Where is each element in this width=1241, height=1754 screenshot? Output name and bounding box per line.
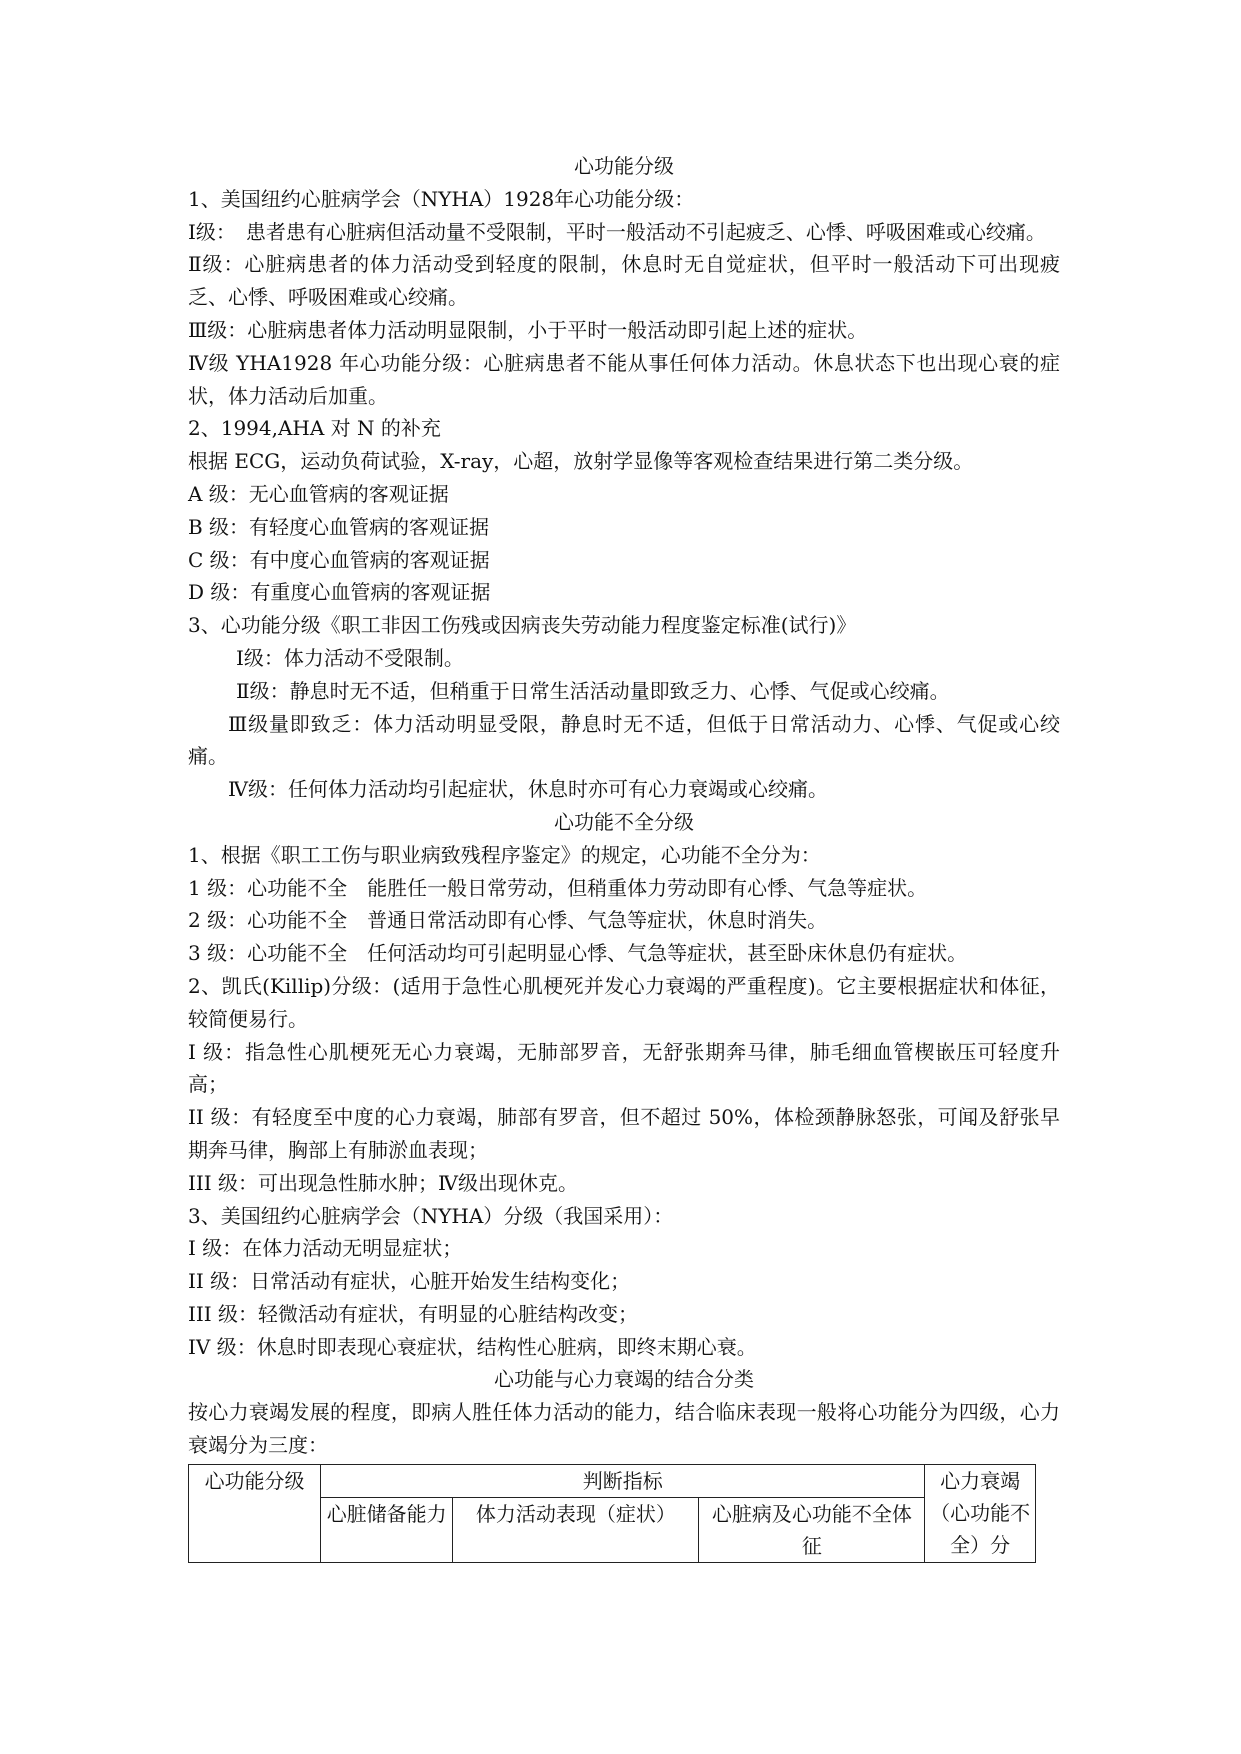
aha-intro: 根据 ECG，运动负荷试验，X-ray，心超，放射学显像等客观检查结果进行第二类分级。 (188, 449, 974, 474)
nyha-china-grade-3: III 级：轻微活动有症状，有明显的心脏结构改变； (188, 1301, 639, 1326)
insufficiency-level-2: 2 级：心功能不全 普通日常活动即有心悸、气急等症状，休息时消失。 (188, 908, 828, 933)
nyha-china-grade-4: IV 级：休息时即表现心衰症状，结构性心脏病，即终末期心衰。 (188, 1334, 757, 1359)
aha-grade-c: C 级：有中度心血管病的客观证据 (188, 547, 490, 572)
nyha-grade-4: Ⅳ级 YHA1928 年心功能分级：心脏病患者不能从事任何体力活动。休息状态下也出现心衰的症状，体力活动后加重。 (188, 350, 1060, 408)
nyha-grade-1: Ⅰ级： 患者患有心脏病但活动量不受限制，平时一般活动不引起疲乏、心悸、呼吸困难或心绞痛。 (188, 219, 1046, 244)
table-header-row (189, 1464, 1036, 1497)
heading-aha-1994: 2、1994,AHA 对 N 的补充 (188, 416, 441, 441)
section-title-heart-function: 心功能分级 (574, 154, 674, 178)
header-signs: 心脏病及心功能不全体征 (699, 1497, 925, 1562)
aha-grade-a: A 级：无心血管病的客观证据 (188, 481, 449, 506)
header-indicators: 判断指标 (321, 1464, 925, 1497)
nyha-china-grade-1: I 级：在体力活动无明显症状； (188, 1236, 463, 1261)
nyha-grade-2: Ⅱ级：心脏病患者的体力活动受到轻度的限制，休息时无自觉症状，但平时一般活动下可出现疲乏、心悸、呼吸困难或心绞痛。 (188, 252, 1060, 310)
header-failure: 心力衰竭（心功能不全）分 (925, 1464, 1036, 1562)
insufficiency-level-1: 1 级：心功能不全 能胜任一般日常劳动，但稍重体力劳动即有心悸、气急等症状。 (188, 875, 928, 900)
heading-standard: 3、心功能分级《职工非因工伤残或因病丧失劳动能力程度鉴定标准(试行)》 (188, 613, 857, 638)
heading-nyha-china: 3、美国纽约心脏病学会（NYHA）分级（我国采用）： (188, 1203, 674, 1228)
section-title-insufficiency: 心功能不全分级 (554, 809, 694, 834)
header-grade: 心功能分级 (189, 1464, 321, 1562)
killip-grade-3-4: III 级：可出现急性肺水肿；Ⅳ级出现休克。 (188, 1170, 579, 1195)
aha-grade-d: D 级：有重度心血管病的客观证据 (188, 580, 491, 605)
nyha-grade-3: Ⅲ级：心脏病患者体力活动明显限制，小于平时一般活动即引起上述的症状。 (188, 317, 868, 342)
section-title-combined: 心功能与心力衰竭的结合分类 (494, 1367, 754, 1392)
killip-grade-1: I 级：指急性心肌梗死无心力衰竭，无肺部罗音，无舒张期奔马律，肺毛细血管楔嵌压可轻度升高； (188, 1039, 1060, 1097)
insufficiency-level-3: 3 级：心功能不全 任何活动均可引起明显心悸、气急等症状，甚至卧床休息仍有症状。 (188, 941, 968, 966)
standard-grade-2: Ⅱ级：静息时无不适，但稍重于日常生活活动量即致乏力、心悸、气促或心绞痛。 (236, 678, 950, 703)
combined-intro: 按心力衰竭发展的程度，即病人胜任体力活动的能力，结合临床表现一般将心功能分为四级，心力衰竭分为三度： (188, 1400, 1060, 1458)
standard-grade-4: Ⅳ级：任何体力活动均引起症状，休息时亦可有心力衰竭或心绞痛。 (228, 777, 828, 802)
aha-grade-b: B 级：有轻度心血管病的客观证据 (188, 514, 490, 539)
classification-table (188, 1464, 1036, 1563)
heading-nyha-1928: 1、美国纽约心脏病学会（NYHA）1928年心功能分级： (188, 186, 695, 211)
heading-killip: 2、凯氏(Killip)分级：(适用于急性心肌梗死并发心力衰竭的严重程度)。它主要根据症状和体征，较简便易行。 (188, 973, 1060, 1031)
standard-grade-3: Ⅲ级量即致乏：体力活动明显受限，静息时无不适，但低于日常活动力、心悸、气促或心绞痛。 (188, 711, 1060, 769)
standard-grade-1: Ⅰ级：体力活动不受限制。 (236, 645, 464, 670)
heading-occupational: 1、根据《职工工伤与职业病致残程序鉴定》的规定，心功能不全分为： (188, 842, 821, 867)
header-activity: 体力活动表现（症状） (453, 1497, 699, 1562)
killip-grade-2: II 级：有轻度至中度的心力衰竭，肺部有罗音，但不超过 50%，体检颈静脉怒张，可闻及舒张早期奔马律，胸部上有肺淤血表现； (188, 1105, 1060, 1162)
document-body (188, 150, 1060, 1563)
header-reserve: 心脏储备能力 (321, 1497, 453, 1562)
nyha-china-grade-2: II 级：日常活动有症状，心脏开始发生结构变化； (188, 1269, 631, 1294)
